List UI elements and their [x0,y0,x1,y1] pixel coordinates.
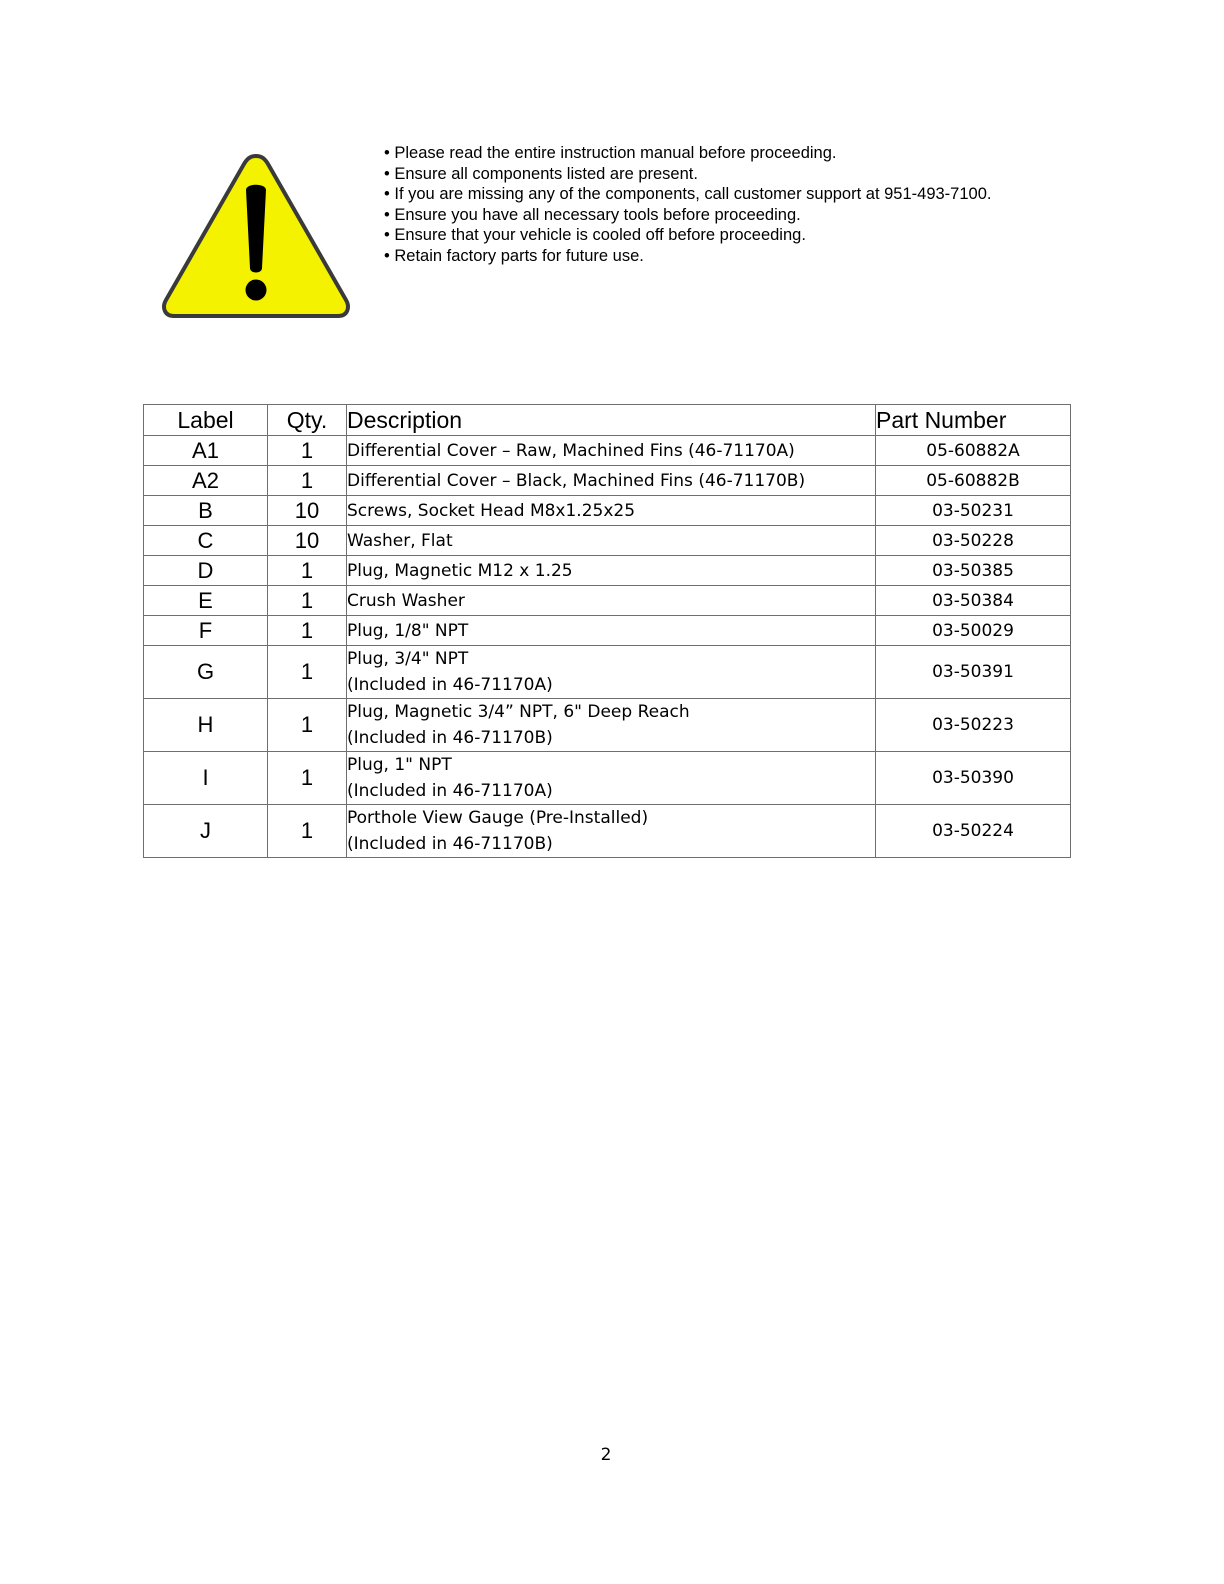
parts-table [143,404,1071,858]
precaution-item: • Please read the entire instruction manual before proceeding. [384,143,991,164]
row-description-text: Plug, 3/4" NPT [347,649,469,669]
row-label: E [144,586,268,616]
row-label: F [144,616,268,646]
row-description-text: Plug, 1/8" NPT [347,620,469,641]
precaution-item: • Ensure all components listed are present. [384,164,991,185]
row-qty: 1 [268,586,347,616]
table-row [144,646,1071,699]
row-description-text: Porthole View Gauge (Pre-Installed) [347,808,649,828]
table-row [144,616,1071,646]
row-part-number: 03-50029 [876,616,1071,646]
row-description-text: Plug, Magnetic M12 x 1.25 [347,560,573,581]
row-part-number: 03-50231 [876,496,1071,526]
row-part-number: 03-50384 [876,586,1071,616]
row-qty: 10 [268,496,347,526]
row-description [347,646,876,699]
precaution-item: • Ensure that your vehicle is cooled off before proceeding. [384,225,991,246]
table-row [144,699,1071,752]
row-description-text: Plug, 1" NPT [347,755,452,775]
row-label: G [144,646,268,699]
row-part-number: 03-50224 [876,805,1071,858]
row-label: B [144,496,268,526]
row-description-text: Screws, Socket Head M8x1.25x25 [347,500,636,521]
table-row [144,496,1071,526]
row-description [347,556,876,586]
row-description-text: Crush Washer [347,590,465,611]
row-qty: 1 [268,556,347,586]
precaution-item: • If you are missing any of the components, call customer support at 951-493-7100. [384,184,991,205]
table-header-row [144,405,1071,436]
row-part-number: 03-50223 [876,699,1071,752]
row-part-number: 05-60882B [876,466,1071,496]
header-description: Description [347,405,876,436]
row-description [347,805,876,858]
row-label: I [144,752,268,805]
row-label: H [144,699,268,752]
table-row [144,556,1071,586]
header-part-number: Part Number [876,405,1071,436]
row-description-note: (Included in 46-71170B) [347,834,553,854]
row-description-text: Differential Cover – Black, Machined Fins (46-71170B) [347,470,806,491]
table-row [144,586,1071,616]
table-row [144,526,1071,556]
row-qty: 1 [268,436,347,466]
row-qty: 1 [268,616,347,646]
precaution-item: • Retain factory parts for future use. [384,246,991,267]
row-description [347,586,876,616]
row-qty: 1 [268,699,347,752]
precaution-item: • Ensure you have all necessary tools before proceeding. [384,205,991,226]
row-label: J [144,805,268,858]
row-label: A1 [144,436,268,466]
header-qty: Qty. [268,405,347,436]
row-description-note: (Included in 46-71170B) [347,728,553,748]
row-label: A2 [144,466,268,496]
table-row [144,805,1071,858]
row-part-number: 03-50228 [876,526,1071,556]
row-qty: 10 [268,526,347,556]
row-description [347,436,876,466]
row-description-text: Differential Cover – Raw, Machined Fins (46-71170A) [347,440,795,461]
table-row [144,466,1071,496]
row-label: C [144,526,268,556]
table-row [144,752,1071,805]
row-part-number: 03-50390 [876,752,1071,805]
row-qty: 1 [268,466,347,496]
row-description [347,496,876,526]
row-label: D [144,556,268,586]
warning-triangle-icon [158,150,354,324]
row-part-number: 03-50385 [876,556,1071,586]
precaution-list [384,143,991,266]
row-part-number: 05-60882A [876,436,1071,466]
row-qty: 1 [268,805,347,858]
row-description [347,466,876,496]
row-description-note: (Included in 46-71170A) [347,781,553,801]
row-description [347,616,876,646]
row-description-note: (Included in 46-71170A) [347,675,553,695]
row-description-text: Plug, Magnetic 3/4” NPT, 6" Deep Reach [347,702,690,722]
row-description [347,752,876,805]
row-description-text: Washer, Flat [347,530,453,551]
row-qty: 1 [268,646,347,699]
table-row [144,436,1071,466]
row-part-number: 03-50391 [876,646,1071,699]
row-qty: 1 [268,752,347,805]
row-description [347,699,876,752]
header-label: Label [144,405,268,436]
row-description [347,526,876,556]
page-number: 2 [600,1445,612,1465]
